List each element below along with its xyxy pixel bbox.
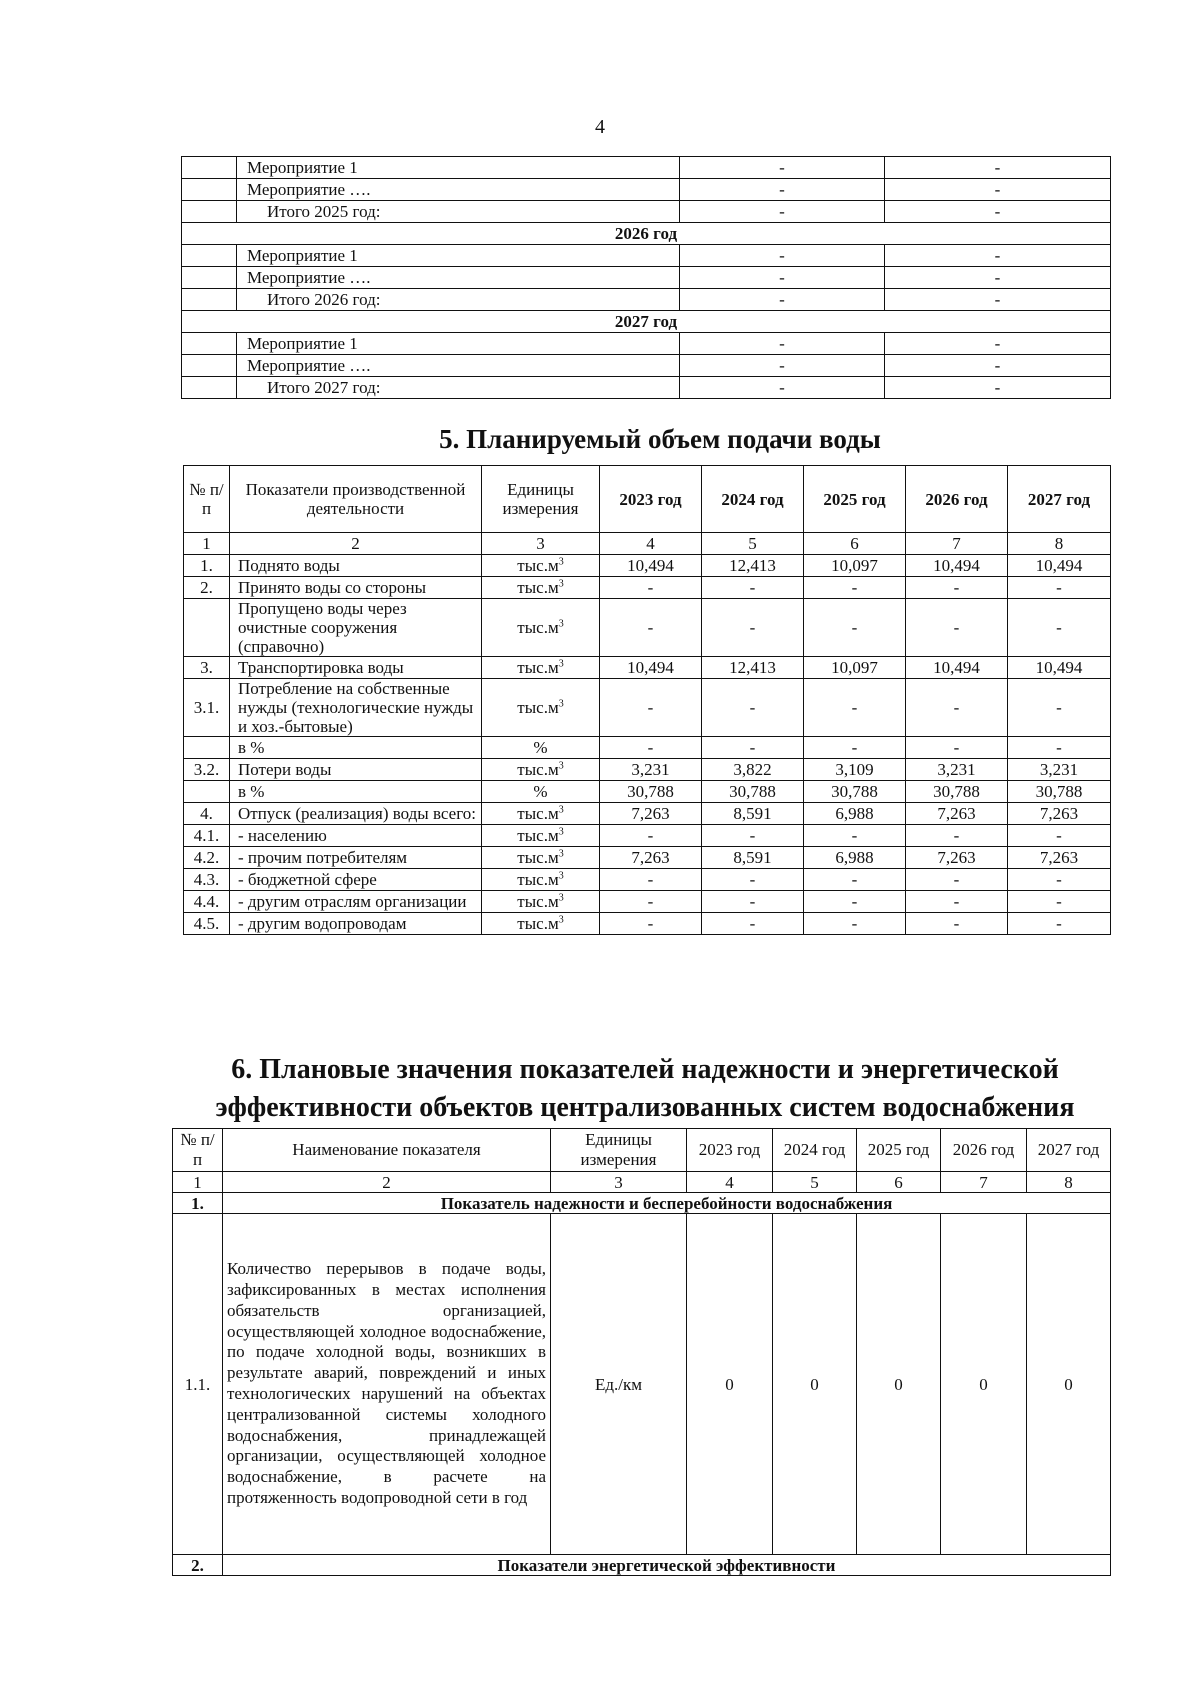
- value-cell: 30,788: [804, 781, 906, 803]
- value-cell: -: [680, 289, 885, 311]
- indicator-name: - другим водопроводам: [230, 913, 482, 935]
- value-cell: -: [885, 157, 1111, 179]
- table-row: [182, 311, 1111, 333]
- column-header: 2026 год: [906, 466, 1008, 533]
- value-cell: -: [600, 737, 702, 759]
- column-number: 1: [173, 1172, 223, 1193]
- row-number: [184, 599, 230, 657]
- table-row: [182, 289, 1111, 311]
- section6-title-line2: эффективности объектов централизованных систем водоснабжения: [215, 1092, 1075, 1123]
- value-cell: -: [885, 267, 1111, 289]
- unit-cell: [482, 913, 600, 935]
- indicator-name: - прочим потребителям: [230, 847, 482, 869]
- value-cell: -: [600, 679, 702, 737]
- value-cell: 3,231: [600, 759, 702, 781]
- value-cell: 3,822: [702, 759, 804, 781]
- unit-text: тыс.м: [517, 804, 559, 823]
- value-cell: -: [885, 201, 1111, 223]
- unit-cell: [482, 891, 600, 913]
- unit-superscript: 3: [558, 658, 564, 670]
- indicator-name: - другим отраслям организации: [230, 891, 482, 913]
- column-header: 2023 год: [600, 466, 702, 533]
- value-cell: 30,788: [1008, 781, 1111, 803]
- unit-superscript: 3: [558, 870, 564, 882]
- column-header: 2025 год: [857, 1129, 941, 1172]
- value-cell: -: [702, 913, 804, 935]
- value-cell: -: [680, 377, 885, 399]
- num-cell: [182, 267, 237, 289]
- value-cell: 7,263: [906, 803, 1008, 825]
- value-cell: 30,788: [600, 781, 702, 803]
- indicator-name: Транспортировка воды: [230, 657, 482, 679]
- year-header: 2026 год: [182, 223, 1111, 245]
- table-row: [184, 869, 1111, 891]
- row-number: 4.1.: [184, 825, 230, 847]
- table-row: [184, 759, 1111, 781]
- value-cell: 7,263: [1008, 803, 1111, 825]
- value-cell: 10,494: [1008, 657, 1111, 679]
- column-header: 2027 год: [1008, 466, 1111, 533]
- value-cell: -: [702, 891, 804, 913]
- unit-superscript: 3: [558, 618, 564, 630]
- unit-text: тыс.м: [517, 870, 559, 889]
- column-header: 2024 год: [773, 1129, 857, 1172]
- table-row: [173, 1214, 1111, 1555]
- indicator-name: - бюджетной сфере: [230, 869, 482, 891]
- value-cell: -: [885, 377, 1111, 399]
- value-cell: 30,788: [702, 781, 804, 803]
- value-cell: -: [702, 869, 804, 891]
- value-cell: -: [906, 891, 1008, 913]
- group-number: 2.: [173, 1555, 223, 1576]
- measure-name: Мероприятие 1: [237, 157, 680, 179]
- unit-text: тыс.м: [517, 578, 559, 597]
- unit-superscript: 3: [558, 848, 564, 860]
- value-cell: -: [885, 245, 1111, 267]
- group-number: 1.: [173, 1193, 223, 1214]
- value-cell: -: [804, 737, 906, 759]
- column-number: 4: [687, 1172, 773, 1193]
- column-header: № п/п: [184, 466, 230, 533]
- measure-name: Мероприятие 1: [237, 245, 680, 267]
- value-cell: -: [885, 289, 1111, 311]
- unit-text: тыс.м: [517, 892, 559, 911]
- unit-superscript: 3: [558, 826, 564, 838]
- table-row: [182, 355, 1111, 377]
- value-cell: 12,413: [702, 555, 804, 577]
- value-cell: -: [702, 825, 804, 847]
- unit-text: тыс.м: [517, 698, 559, 717]
- table-row: [184, 891, 1111, 913]
- column-number: 7: [906, 533, 1008, 555]
- value-cell: -: [885, 355, 1111, 377]
- indicator-name: Потери воды: [230, 759, 482, 781]
- unit-superscript: 3: [558, 698, 564, 710]
- unit-superscript: 3: [558, 914, 564, 926]
- measure-name: Мероприятие ….: [237, 267, 680, 289]
- column-number: 4: [600, 533, 702, 555]
- unit-cell: [482, 737, 600, 759]
- unit-text: тыс.м: [517, 658, 559, 677]
- value-cell: -: [600, 599, 702, 657]
- value-cell: -: [680, 201, 885, 223]
- num-cell: [182, 289, 237, 311]
- value-cell: -: [804, 869, 906, 891]
- value-cell: -: [600, 891, 702, 913]
- value-cell: -: [804, 577, 906, 599]
- column-header: 2025 год: [804, 466, 906, 533]
- num-cell: [182, 157, 237, 179]
- value-cell: -: [1008, 891, 1111, 913]
- column-number: 5: [773, 1172, 857, 1193]
- reliability-table: [172, 1128, 1111, 1576]
- value-cell: 30,788: [906, 781, 1008, 803]
- row-number: 2.: [184, 577, 230, 599]
- row-number: 4.: [184, 803, 230, 825]
- header-row: [173, 1129, 1111, 1172]
- column-number: 8: [1027, 1172, 1111, 1193]
- row-number: 3.2.: [184, 759, 230, 781]
- value-cell: 8,591: [702, 847, 804, 869]
- column-number-row: [184, 533, 1111, 555]
- value-cell: 8,591: [702, 803, 804, 825]
- value-cell: -: [680, 267, 885, 289]
- column-number: 3: [482, 533, 600, 555]
- row-number: 1.: [184, 555, 230, 577]
- unit-cell: [482, 825, 600, 847]
- unit-cell: [482, 869, 600, 891]
- column-header: 2024 год: [702, 466, 804, 533]
- value-cell: -: [906, 869, 1008, 891]
- table-row: [182, 157, 1111, 179]
- column-header: Единицы измерения: [551, 1129, 687, 1172]
- table-row: [184, 847, 1111, 869]
- value-cell: 10,494: [600, 657, 702, 679]
- value-cell: 10,097: [804, 555, 906, 577]
- value-cell: 10,494: [906, 555, 1008, 577]
- value-cell: -: [600, 869, 702, 891]
- value-cell: -: [702, 737, 804, 759]
- value-cell: 3,231: [1008, 759, 1111, 781]
- measure-name: Мероприятие ….: [237, 355, 680, 377]
- total-label: Итого 2027 год:: [237, 377, 680, 399]
- value-cell: 0: [857, 1214, 941, 1555]
- value-cell: 7,263: [600, 803, 702, 825]
- value-cell: -: [600, 913, 702, 935]
- column-header: 2023 год: [687, 1129, 773, 1172]
- table-row: [184, 577, 1111, 599]
- unit-cell: [482, 847, 600, 869]
- value-cell: -: [1008, 679, 1111, 737]
- value-cell: -: [1008, 913, 1111, 935]
- header-row: [184, 466, 1111, 533]
- column-number: 1: [184, 533, 230, 555]
- unit-superscript: 3: [558, 578, 564, 590]
- section6-title: [0, 1051, 1200, 1127]
- water-supply-table: [183, 465, 1111, 935]
- value-cell: -: [600, 825, 702, 847]
- value-cell: -: [1008, 737, 1111, 759]
- column-number: 7: [941, 1172, 1027, 1193]
- row-number: [184, 737, 230, 759]
- row-number: 4.3.: [184, 869, 230, 891]
- value-cell: 6,988: [804, 847, 906, 869]
- total-label: Итого 2026 год:: [237, 289, 680, 311]
- column-number: 6: [857, 1172, 941, 1193]
- column-number-row: [173, 1172, 1111, 1193]
- unit-text: тыс.м: [517, 914, 559, 933]
- value-cell: -: [680, 355, 885, 377]
- table-row: [184, 781, 1111, 803]
- column-number: 2: [230, 533, 482, 555]
- value-cell: -: [702, 599, 804, 657]
- num-cell: [182, 377, 237, 399]
- unit-text: тыс.м: [517, 556, 559, 575]
- indicator-name: Количество перерывов в подаче воды, зафиксированных в местах исполнения обязательств организацией, осуществляющей холодное водоснабжение, по подаче холодной воды, возникших в результате аварий, повреждений и иных технологических нарушений на объектах централизованной системы холодного водоснабжения, принадлежащей организации, осуществляющей холодное водоснабжение, в расчете на протяженность водопроводной сети в год: [223, 1214, 551, 1555]
- value-cell: -: [1008, 599, 1111, 657]
- row-number: [184, 781, 230, 803]
- measures-table: [181, 156, 1111, 399]
- unit-cell: [482, 803, 600, 825]
- value-cell: 6,988: [804, 803, 906, 825]
- unit-text: %: [533, 738, 548, 757]
- value-cell: -: [680, 245, 885, 267]
- value-cell: 10,097: [804, 657, 906, 679]
- column-number: 6: [804, 533, 906, 555]
- total-label: Итого 2025 год:: [237, 201, 680, 223]
- num-cell: [182, 245, 237, 267]
- measure-name: Мероприятие 1: [237, 333, 680, 355]
- group-row: [173, 1555, 1111, 1576]
- row-number: 3.1.: [184, 679, 230, 737]
- value-cell: -: [804, 679, 906, 737]
- row-number: 1.1.: [173, 1214, 223, 1555]
- measure-name: Мероприятие ….: [237, 179, 680, 201]
- row-number: 3.: [184, 657, 230, 679]
- table-row: [184, 599, 1111, 657]
- value-cell: -: [906, 599, 1008, 657]
- num-cell: [182, 179, 237, 201]
- table-row: [184, 825, 1111, 847]
- indicator-name: в %: [230, 737, 482, 759]
- unit-superscript: 3: [558, 804, 564, 816]
- table-row: [182, 223, 1111, 245]
- table-row: [184, 555, 1111, 577]
- column-header: Наименование показателя: [223, 1129, 551, 1172]
- unit-text: тыс.м: [517, 760, 559, 779]
- indicator-name: - населению: [230, 825, 482, 847]
- table-row: [184, 737, 1111, 759]
- column-header: Единицы измерения: [482, 466, 600, 533]
- value-cell: 3,231: [906, 759, 1008, 781]
- column-header: Показатели производственной деятельности: [230, 466, 482, 533]
- value-cell: -: [906, 737, 1008, 759]
- num-cell: [182, 201, 237, 223]
- unit-superscript: 3: [558, 892, 564, 904]
- indicator-name: Потребление на собственные нужды (технологические нужды и хоз.-бытовые): [230, 679, 482, 737]
- group-title: Показатель надежности и бесперебойности водоснабжения: [223, 1193, 1111, 1214]
- column-header: 2026 год: [941, 1129, 1027, 1172]
- table-row: [182, 245, 1111, 267]
- value-cell: -: [804, 599, 906, 657]
- value-cell: -: [1008, 577, 1111, 599]
- table-row: [184, 803, 1111, 825]
- value-cell: 7,263: [1008, 847, 1111, 869]
- value-cell: -: [906, 825, 1008, 847]
- value-cell: -: [1008, 825, 1111, 847]
- unit-cell: [482, 555, 600, 577]
- section6-title-line1: 6. Плановые значения показателей надежности и энергетической: [231, 1054, 1059, 1085]
- value-cell: -: [885, 333, 1111, 355]
- value-cell: -: [680, 333, 885, 355]
- value-cell: -: [804, 891, 906, 913]
- value-cell: -: [702, 577, 804, 599]
- value-cell: 10,494: [600, 555, 702, 577]
- num-cell: [182, 333, 237, 355]
- value-cell: -: [906, 913, 1008, 935]
- column-number: 5: [702, 533, 804, 555]
- page-number: 4: [595, 116, 605, 138]
- value-cell: -: [906, 679, 1008, 737]
- value-cell: 10,494: [1008, 555, 1111, 577]
- row-number: 4.5.: [184, 913, 230, 935]
- table-row: [182, 201, 1111, 223]
- value-cell: 3,109: [804, 759, 906, 781]
- num-cell: [182, 355, 237, 377]
- value-cell: 10,494: [906, 657, 1008, 679]
- column-header: 2027 год: [1027, 1129, 1111, 1172]
- value-cell: -: [680, 157, 885, 179]
- unit-text: тыс.м: [517, 826, 559, 845]
- value-cell: -: [804, 913, 906, 935]
- indicator-name: Поднято воды: [230, 555, 482, 577]
- unit-cell: [482, 781, 600, 803]
- indicator-name: Принято воды со стороны: [230, 577, 482, 599]
- table-row: [184, 913, 1111, 935]
- value-cell: 7,263: [906, 847, 1008, 869]
- unit-cell: [482, 657, 600, 679]
- value-cell: 0: [773, 1214, 857, 1555]
- value-cell: 12,413: [702, 657, 804, 679]
- value-cell: -: [680, 179, 885, 201]
- table-row: [182, 267, 1111, 289]
- table-row: [184, 679, 1111, 737]
- table-row: [182, 377, 1111, 399]
- unit-cell: [482, 599, 600, 657]
- value-cell: 0: [1027, 1214, 1111, 1555]
- indicator-name: в %: [230, 781, 482, 803]
- unit-cell: [482, 759, 600, 781]
- column-number: 2: [223, 1172, 551, 1193]
- indicator-name: Пропущено воды через очистные сооружения (справочно): [230, 599, 482, 657]
- unit-cell: [482, 577, 600, 599]
- column-number: 8: [1008, 533, 1111, 555]
- group-row: [173, 1193, 1111, 1214]
- unit-superscript: 3: [558, 760, 564, 772]
- value-cell: -: [906, 577, 1008, 599]
- value-cell: 0: [687, 1214, 773, 1555]
- value-cell: -: [804, 825, 906, 847]
- table-row: [182, 179, 1111, 201]
- value-cell: -: [1008, 869, 1111, 891]
- value-cell: -: [600, 577, 702, 599]
- year-header: 2027 год: [182, 311, 1111, 333]
- column-header: № п/п: [173, 1129, 223, 1172]
- section5-title: 5. Планируемый объем подачи воды: [439, 424, 881, 454]
- unit-cell: [482, 679, 600, 737]
- row-number: 4.2.: [184, 847, 230, 869]
- group-title: Показатели энергетической эффективности: [223, 1555, 1111, 1576]
- unit-cell: Ед./км: [551, 1214, 687, 1555]
- table-row: [182, 333, 1111, 355]
- indicator-name: Отпуск (реализация) воды всего:: [230, 803, 482, 825]
- row-number: 4.4.: [184, 891, 230, 913]
- unit-superscript: 3: [558, 556, 564, 568]
- column-number: 3: [551, 1172, 687, 1193]
- unit-text: %: [533, 782, 548, 801]
- table-row: [184, 657, 1111, 679]
- value-cell: 7,263: [600, 847, 702, 869]
- value-cell: -: [885, 179, 1111, 201]
- unit-text: тыс.м: [517, 618, 559, 637]
- value-cell: -: [702, 679, 804, 737]
- unit-text: тыс.м: [517, 848, 559, 867]
- value-cell: 0: [941, 1214, 1027, 1555]
